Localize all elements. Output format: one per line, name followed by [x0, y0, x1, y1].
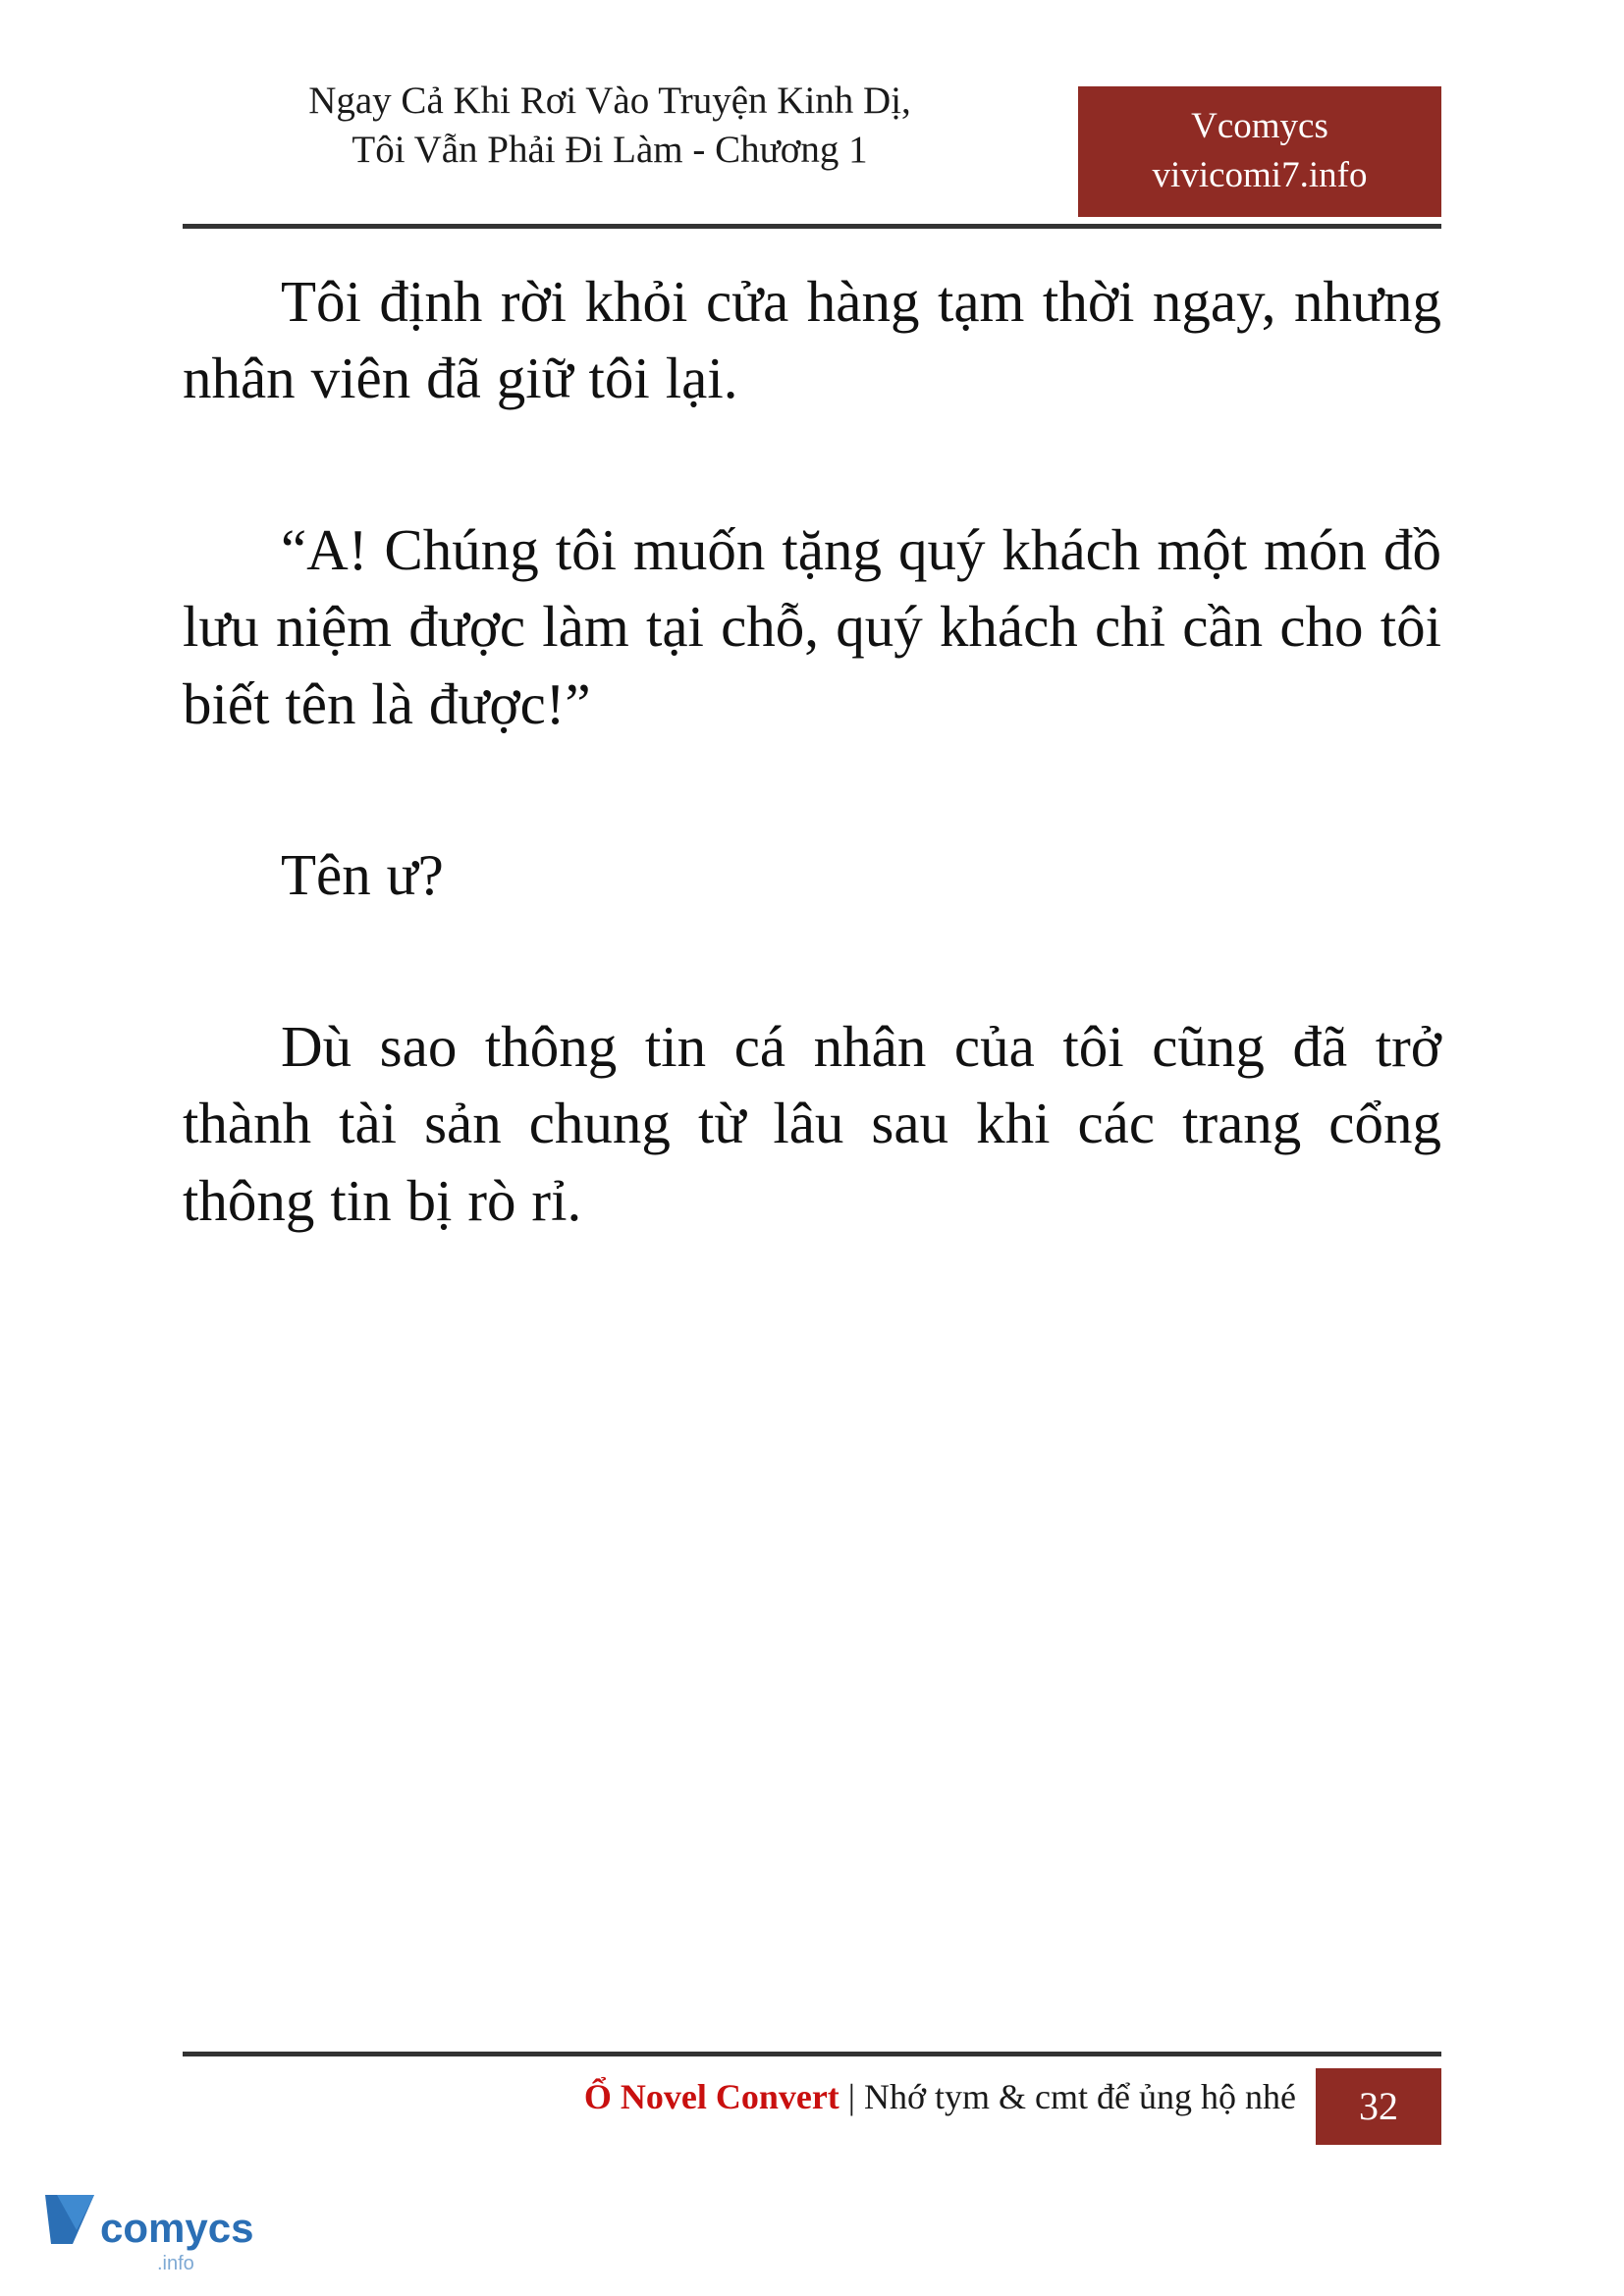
site-badge-name: Vcomycs	[1191, 106, 1328, 146]
site-badge	[1078, 86, 1441, 217]
footer-separator: |	[839, 2077, 865, 2116]
paragraph: Dù sao thông tin cá nhân của tôi cũng đã trở thành tài sản chung từ lâu sau khi các trang cổng thông tin bị rò rỉ.	[183, 1013, 1441, 1233]
paragraph: “A! Chúng tôi muốn tặng quý khách một món đồ lưu niệm được làm tại chỗ, quý khách chỉ cần cho tôi biết tên là được!”	[183, 516, 1441, 736]
paragraph: Tôi định rời khỏi cửa hàng tạm thời ngay, nhưng nhân viên đã giữ tôi lại.	[183, 269, 1441, 411]
footer-note	[584, 2076, 1296, 2117]
footer-note-text: Nhớ tym & cmt để ủng hộ nhé	[864, 2077, 1296, 2116]
vcomycs-watermark-logo	[39, 2187, 295, 2275]
header-title	[183, 77, 1037, 175]
svg-text:.info: .info	[157, 2253, 194, 2274]
paragraph: Tên ư?	[281, 842, 444, 908]
page-number: 32	[1316, 2068, 1441, 2145]
svg-text:comycs: comycs	[100, 2205, 254, 2251]
header-title-line2: Tôi Vẫn Phải Đi Làm - Chương 1	[352, 128, 868, 171]
page-content	[183, 263, 1441, 1239]
footer-brand: Ổ Novel Convert	[583, 2077, 839, 2116]
page-footer	[183, 2052, 1441, 2141]
site-badge-url: vivicomi7.info	[1152, 154, 1368, 195]
footer-inner	[183, 2070, 1441, 2141]
page-header	[183, 77, 1441, 229]
header-title-line1: Ngay Cả Khi Rơi Vào Truyện Kinh Dị,	[308, 80, 911, 122]
